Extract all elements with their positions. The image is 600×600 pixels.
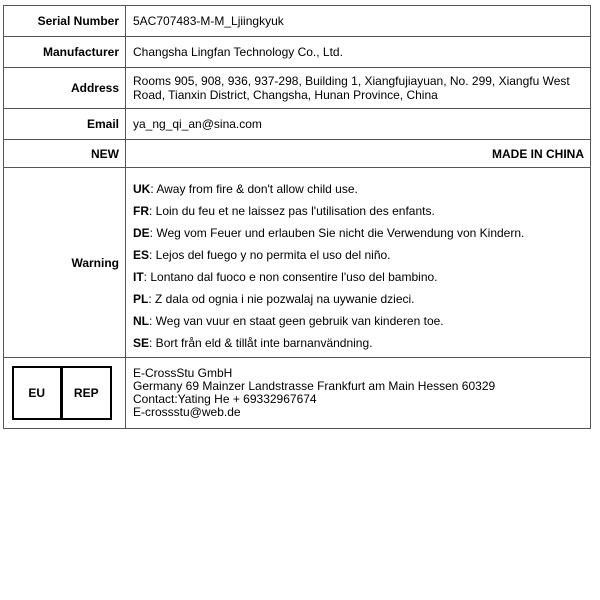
- lang-code: FR: [133, 203, 149, 218]
- lang-code: PL: [133, 291, 149, 306]
- made-in-label: MADE IN CHINA: [126, 140, 591, 168]
- rep-box: REP: [73, 386, 99, 400]
- serial-row: [4, 6, 591, 37]
- warning-row: [4, 168, 591, 358]
- warning-text: : Loin du feu et ne laissez pas l'utilisation des enfants.: [149, 203, 435, 218]
- warning-cell: [126, 168, 591, 358]
- warning-line-uk: [133, 178, 584, 200]
- eu-rep-symbol-cell: [4, 358, 126, 429]
- lang-code: IT: [133, 269, 144, 284]
- warning-line-fr: [133, 200, 584, 222]
- warning-line-pl: [133, 288, 584, 310]
- warning-text: : Lejos del fuego y no permita el uso del niño.: [149, 247, 391, 262]
- manufacturer-label: Manufacturer: [4, 37, 126, 68]
- new-row: [4, 140, 591, 168]
- eu-rep-symbol: [12, 366, 112, 420]
- product-info-table: [3, 5, 591, 429]
- address-row: [4, 68, 591, 109]
- warning-text: : Away from fire & don't allow child use.: [150, 181, 358, 196]
- address-value: Rooms 905, 908, 936, 937-298, Building 1, Xiangfujiayuan, No. 299, Xiangfu West Road, Tianxin District, Changsha, Hunan Province, China: [126, 68, 591, 109]
- eu-rep-row: [4, 358, 591, 429]
- warning-text: : Z dala od ognia i nie pozwalaj na uywanie dzieci.: [148, 291, 415, 306]
- warning-line-it: [133, 266, 584, 288]
- new-label: NEW: [4, 140, 126, 168]
- warning-list: [133, 172, 584, 354]
- warning-line-nl: [133, 310, 584, 332]
- eu-rep-details: [126, 358, 591, 429]
- email-value: ya_ng_qi_an@sina.com: [126, 109, 591, 140]
- manufacturer-row: [4, 37, 591, 68]
- lang-code: UK: [133, 181, 151, 196]
- lang-code: NL: [133, 313, 149, 328]
- warning-label: Warning: [4, 168, 126, 358]
- email-row: [4, 109, 591, 140]
- rep-company: E-CrossStu GmbH: [133, 366, 233, 380]
- warning-line-es: [133, 244, 584, 266]
- warning-text: : Lontano dal fuoco e non consentire l'uso del bambino.: [143, 269, 438, 284]
- warning-line-se: [133, 332, 584, 354]
- rep-email: E-crossstu@web.de: [133, 405, 241, 419]
- address-label: Address: [4, 68, 126, 109]
- warning-text: : Weg vom Feuer und erlauben Sie nicht die Verwendung von Kindern.: [149, 225, 525, 240]
- manufacturer-value: Changsha Lingfan Technology Co., Ltd.: [126, 37, 591, 68]
- eu-box: EU: [14, 368, 64, 418]
- warning-text: : Bort från eld & tillåt inte barnanvändning.: [149, 335, 373, 350]
- lang-code: DE: [133, 225, 150, 240]
- warning-line-de: [133, 222, 584, 244]
- lang-code: ES: [133, 247, 150, 262]
- lang-code: SE: [133, 335, 150, 350]
- serial-value: 5AC707483-M-M_Ljiingkyuk: [126, 6, 591, 37]
- serial-label: Serial Number: [4, 6, 126, 37]
- rep-address: Germany 69 Mainzer Landstrasse Frankfurt am Main Hessen 60329: [133, 379, 496, 393]
- email-label: Email: [4, 109, 126, 140]
- rep-contact: Contact:Yating He + 69332967674: [133, 392, 317, 406]
- warning-text: : Weg van vuur en staat geen gebruik van kinderen toe.: [149, 313, 444, 328]
